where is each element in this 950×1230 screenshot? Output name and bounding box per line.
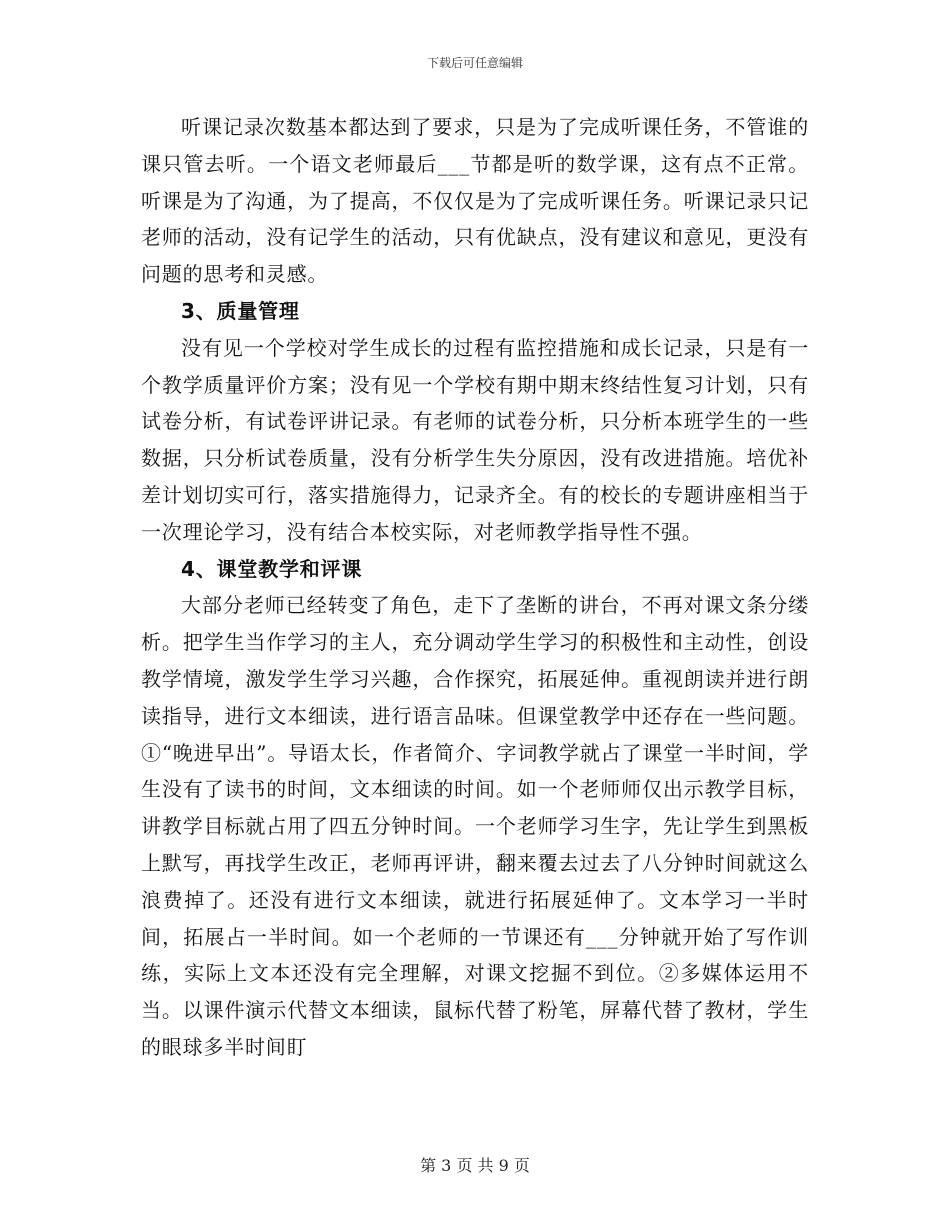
section-heading-classroom-teaching: 4、课堂教学和评课 [181, 556, 363, 581]
paragraph-classroom-teaching: 大部分老师已经转变了角色，走下了垄断的讲台，不再对课文条分缕析。把学生当作学习的主人，充分调动学生学习的积极性和主动性，创设教学情境，激发学生学习兴趣，合作探究，拓展延伸。重视朗读并进行朗读指导，进行文本细读，进行语言品味。但课堂教学中还存在一些问题。①“晚进早出”。导语太长，作者简介、字词教学就占了课堂一半时间，学生没有了读书的时间，文本细读的时间。如一个老师师仅出示教学目标，讲教学目标就占用了四五分钟时间。一个老师学习生字，先让学生到黑板上默写，再找学生改正，老师再评讲，翻来覆去过去了八分钟时间就这么浪费掉了。还没有进行文本细读，就进行拓展延伸了。文本学习一半时间，拓展占一半时间。如一个老师的一节课还有___分钟就开始了写作训练，实际上文本还没有完全理解，对课文挖掘不到位。②多媒体运用不当。以课件演示代替文本细读，鼠标代替了粉笔，屏幕代替了教材，学生的眼球多半时间盯 [141, 593, 809, 1059]
section-heading-quality-management: 3、质量管理 [181, 298, 300, 323]
paragraph-lesson-observation: 听课记录次数基本都达到了要求，只是为了完成听课任务，不管谁的课只管去听。一个语文老师最后___节都是听的数学课，这有点不正常。听课是为了沟通，为了提高，不仅仅是为了完成听课任务。听课记录只记老师的活动，没有记学生的活动，只有优缺点，没有建议和意见，更没有问题的思考和灵感。 [141, 115, 809, 287]
page-footer: 第 3 页 共 9 页 [420, 1156, 530, 1175]
document-body [141, 109, 809, 1066]
paragraph-quality-management: 没有见一个学校对学生成长的过程有监控措施和成长记录，只是有一个教学质量评价方案；没有见一个学校有期中期末终结性复习计划，只有试卷分析，有试卷评讲记录。有老师的试卷分析，只分析本班学生的一些数据，只分析试卷质量，没有分析学生失分原因，没有改进措施。培优补差计划切实可行，落实措施得力，记录齐全。有的校长的专题讲座相当于一次理论学习，没有结合本校实际，对老师教学指导性不强。 [141, 335, 809, 544]
page-header: 下载后可任意编辑 [426, 56, 523, 70]
